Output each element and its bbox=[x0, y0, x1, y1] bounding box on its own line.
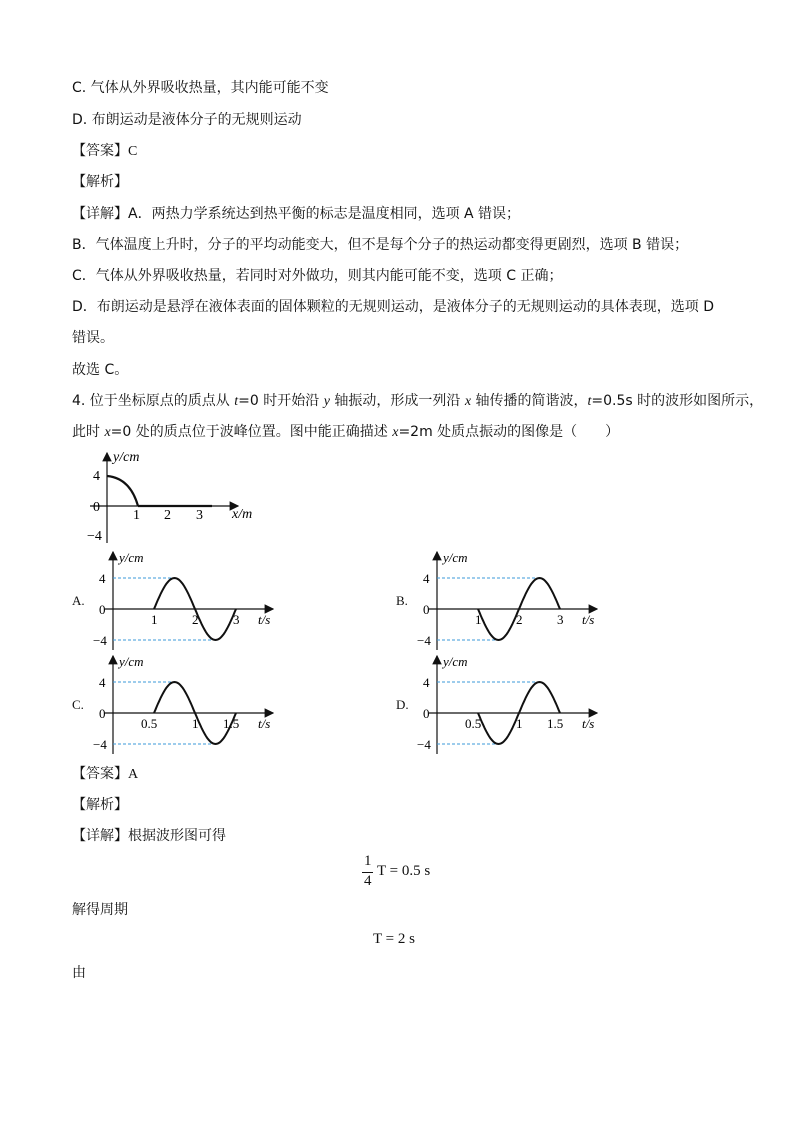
x-tick-label: 3 bbox=[233, 612, 240, 627]
y-tick-label: 0 bbox=[99, 706, 106, 721]
y-axis-label: y/cm bbox=[119, 654, 144, 669]
wave-ytick-0: 0 bbox=[93, 500, 100, 515]
x-tick-label: 2 bbox=[192, 612, 199, 627]
x-tick-label: 1 bbox=[516, 716, 523, 731]
option-graph bbox=[414, 652, 614, 756]
wave-xtick-2: 2 bbox=[164, 508, 171, 523]
wave-ytick-neg4: −4 bbox=[87, 529, 102, 544]
x-tick-label: 0.5 bbox=[141, 716, 158, 731]
y-tick-label: 0 bbox=[99, 602, 106, 617]
option-graph bbox=[90, 652, 290, 756]
wave-figure bbox=[80, 447, 270, 547]
detail-c: C．气体从外界吸收热量，若同时对外做功，则其内能可能不变，选项 C 正确； bbox=[72, 268, 563, 284]
answer-value: A bbox=[128, 767, 139, 782]
q4-answer-line bbox=[72, 764, 138, 785]
q4-detail-2: 解得周期 bbox=[72, 902, 128, 918]
wave-xtick-3: 3 bbox=[196, 508, 203, 523]
var-x: x bbox=[104, 425, 111, 440]
equation-rhs: T = 0.5 s bbox=[377, 863, 431, 879]
answer-line bbox=[72, 141, 137, 162]
y-axis-label: y/cm bbox=[119, 550, 144, 565]
wave-xlabel: x/m bbox=[232, 507, 253, 522]
y-tick-label: −4 bbox=[93, 737, 107, 752]
x-axis-label: t/s bbox=[582, 612, 595, 627]
y-axis-label: y/cm bbox=[443, 654, 468, 669]
detail-a-text: A．两热力学系统达到热平衡的标志是温度相同，选项 A 错误； bbox=[128, 206, 521, 222]
q4-stem-text: 轴传播的简谐波， bbox=[471, 393, 588, 409]
var-t: t bbox=[587, 394, 592, 409]
wave-ytick-4: 4 bbox=[93, 469, 100, 484]
q4-stem-text: =2m 处质点振动的图像是（ ） bbox=[398, 424, 620, 440]
detail-tag: 【详解】 bbox=[72, 828, 128, 844]
q4-stem-text: 轴振动，形成一列沿 bbox=[329, 393, 465, 409]
x-tick-label: 1 bbox=[475, 612, 482, 627]
y-axis-label: y/cm bbox=[443, 550, 468, 565]
detail-d-line1: D．布朗运动是悬浮在液体表面的固体颗粒的无规则运动，是液体分子的无规则运动的具体表现，选项 D bbox=[72, 299, 715, 315]
x-tick-label: 1.5 bbox=[547, 716, 564, 731]
option-d: D. 布朗运动是液体分子的无规则运动 bbox=[72, 112, 302, 128]
detail-tag: 【详解】 bbox=[72, 206, 128, 222]
y-tick-label: −4 bbox=[93, 633, 107, 648]
y-tick-label: 0 bbox=[423, 602, 430, 617]
equation-period: T = 2 s bbox=[373, 931, 415, 947]
x-tick-label: 0.5 bbox=[465, 716, 482, 731]
y-tick-label: 4 bbox=[99, 571, 106, 586]
q4-stem-text: =0 处的质点位于波峰位置。图中能正确描述 bbox=[110, 424, 393, 440]
x-axis-label: t/s bbox=[258, 612, 271, 627]
y-tick-label: 4 bbox=[99, 675, 106, 690]
option-graph bbox=[414, 548, 614, 652]
var-x: x bbox=[464, 394, 472, 409]
detail-text: 根据波形图可得 bbox=[128, 828, 226, 844]
x-tick-label: 2 bbox=[516, 612, 523, 627]
answer-value: C bbox=[128, 144, 138, 159]
x-tick-label: 1 bbox=[151, 612, 158, 627]
y-tick-label: 4 bbox=[423, 675, 430, 690]
y-tick-label: −4 bbox=[417, 633, 431, 648]
wave-xtick-1: 1 bbox=[133, 508, 140, 523]
x-tick-label: 1.5 bbox=[223, 716, 240, 731]
equation-quarter-period bbox=[362, 853, 442, 893]
q4-stem-text: 4. 位于坐标原点的质点从 bbox=[72, 393, 235, 409]
q4-stem-text: 此时 bbox=[72, 424, 105, 440]
q4-stem-text: =0.5s 时的波形如图所示， bbox=[591, 393, 764, 409]
y-tick-label: 4 bbox=[423, 571, 430, 586]
detail-d-line2: 错误。 bbox=[72, 330, 114, 346]
fraction-denominator: 4 bbox=[364, 873, 372, 889]
q4-stem-line2 bbox=[72, 422, 619, 443]
q4-stem-text: =0 时开始沿 bbox=[238, 393, 324, 409]
var-y: y bbox=[323, 394, 330, 409]
fraction-numerator: 1 bbox=[364, 853, 372, 869]
q4-detail-3: 由 bbox=[72, 965, 86, 981]
y-tick-label: 0 bbox=[423, 706, 430, 721]
q4-analysis-tag: 【解析】 bbox=[72, 797, 128, 813]
q4-detail-1 bbox=[72, 826, 226, 846]
option-graph bbox=[90, 548, 290, 652]
detail-a bbox=[72, 204, 520, 224]
var-x: x bbox=[392, 425, 399, 440]
y-tick-label: −4 bbox=[417, 737, 431, 752]
wave-ylabel: y/cm bbox=[113, 450, 140, 465]
answer-tag: 【答案】 bbox=[72, 766, 128, 782]
option-label[interactable]: A. bbox=[72, 593, 85, 608]
x-axis-label: t/s bbox=[258, 716, 271, 731]
var-t: t bbox=[234, 394, 239, 409]
x-axis-label: t/s bbox=[582, 716, 595, 731]
x-tick-label: 3 bbox=[557, 612, 564, 627]
analysis-tag: 【解析】 bbox=[72, 174, 128, 190]
q4-stem-line1 bbox=[72, 391, 763, 412]
wave-curve bbox=[107, 476, 138, 506]
option-label[interactable]: D. bbox=[396, 697, 409, 712]
option-label[interactable]: C. bbox=[72, 697, 84, 712]
x-tick-label: 1 bbox=[192, 716, 199, 731]
detail-b: B．气体温度上升时，分子的平均动能变大，但不是每个分子的热运动都变得更剧烈，选项 B 错误； bbox=[72, 237, 689, 253]
conclusion: 故选 C。 bbox=[72, 362, 129, 378]
answer-tag: 【答案】 bbox=[72, 143, 128, 159]
option-c: C. 气体从外界吸收热量，其内能可能不变 bbox=[72, 80, 329, 96]
option-label[interactable]: B. bbox=[396, 593, 408, 608]
